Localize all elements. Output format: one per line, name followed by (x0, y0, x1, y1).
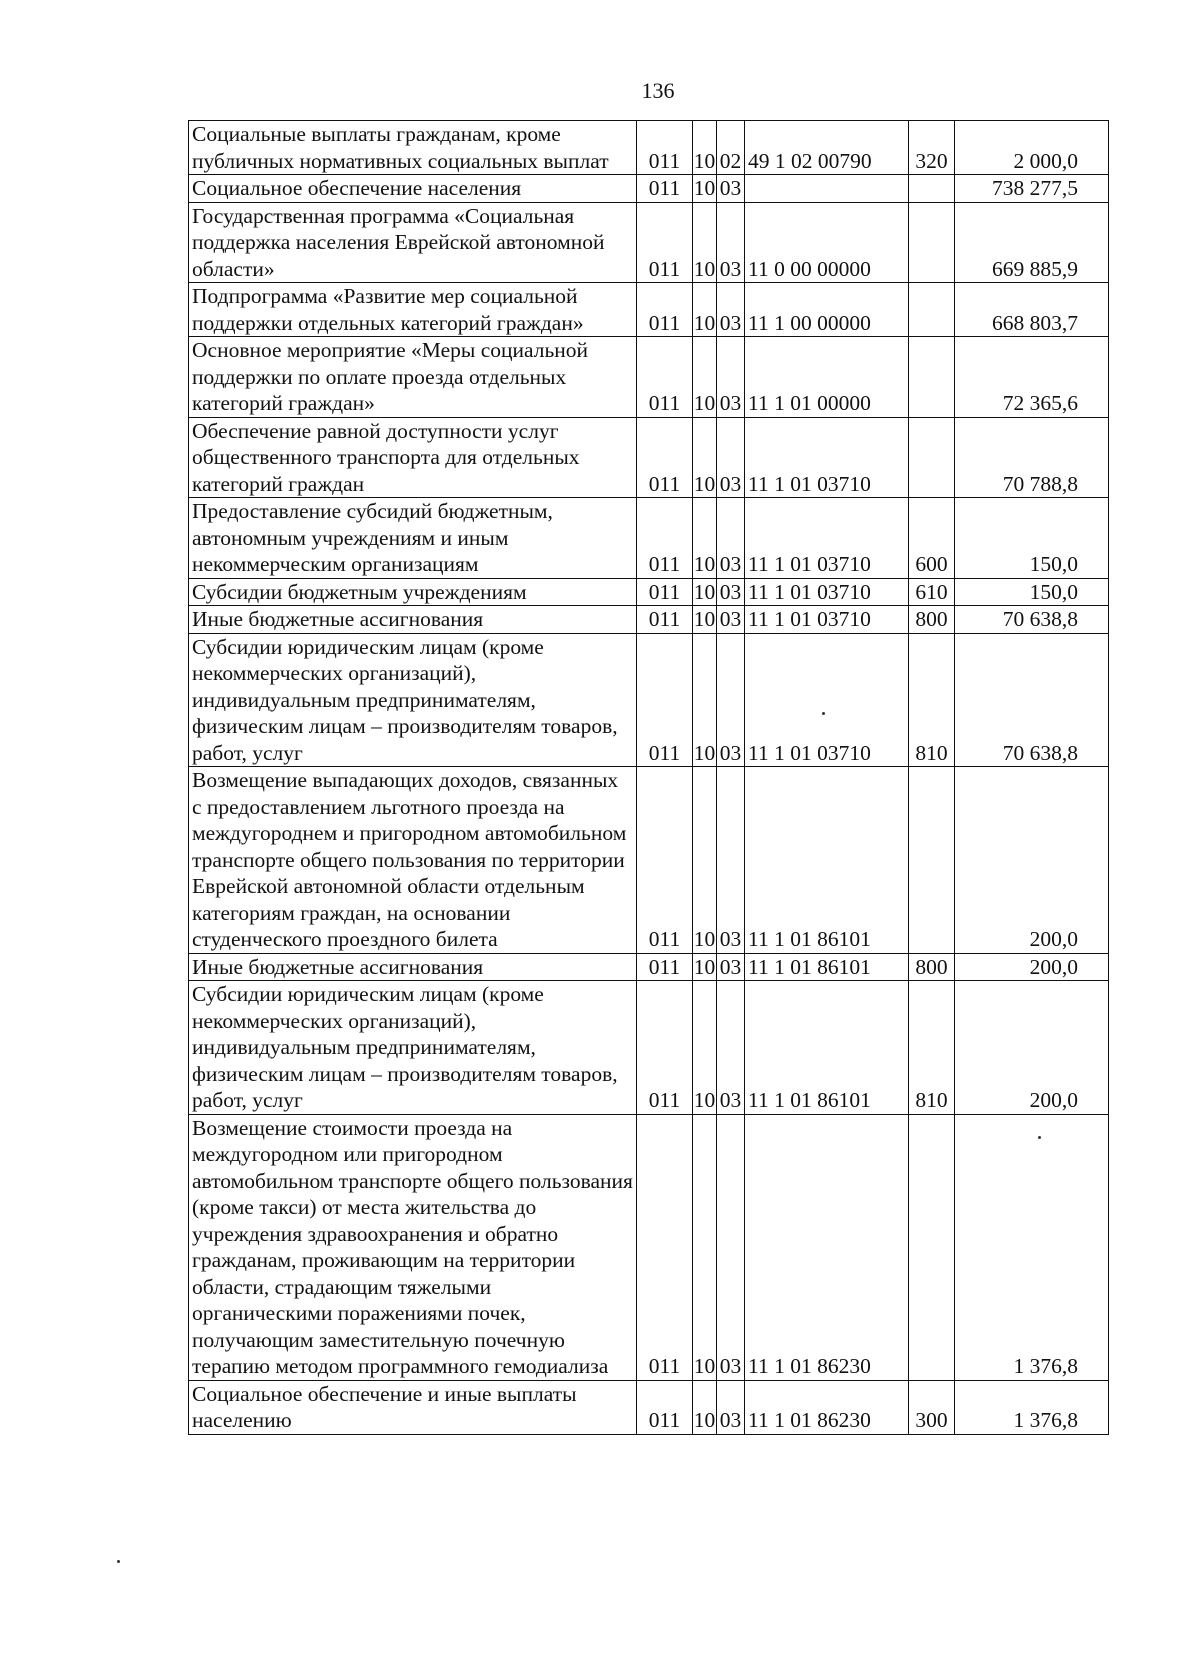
row-pr-cell: 03 (717, 953, 745, 981)
row-name-cell: Иные бюджетные ассигнования (189, 953, 637, 981)
row-csr-cell: 11 1 01 86230 (745, 1380, 909, 1434)
table-row (189, 981, 1109, 1115)
row-sum-cell: 72 365,6 (955, 337, 1109, 418)
row-sum-cell: 200,0 (955, 953, 1109, 981)
row-csr-cell: 11 1 01 86101 (745, 767, 909, 954)
row-name-cell: Субсидии бюджетным учреждениям (189, 578, 637, 606)
row-ved-cell: 011 (637, 606, 693, 634)
table-row (189, 633, 1109, 767)
row-csr-cell (745, 175, 909, 203)
row-vr-cell: 810 (909, 981, 955, 1115)
row-ved-cell: 011 (637, 578, 693, 606)
row-name-cell: Социальное обеспечение и иные выплаты населению (189, 1380, 637, 1434)
row-name-cell: Возмещение выпадающих доходов, связанных с предоставлением льготного проезда на междугороднем и пригородном автомобильном транспорте общего пользования по территории Еврейской автономной области отдельным категориям граждан, на основании студенческого проездного билета (189, 767, 637, 954)
row-pr-cell: 03 (717, 981, 745, 1115)
scan-speck (117, 1560, 120, 1563)
row-sum-cell: 70 638,8 (955, 606, 1109, 634)
row-rz-cell: 10 (693, 954, 716, 979)
row-vr-cell: 800 (909, 606, 955, 634)
row-vr-cell (909, 337, 955, 418)
row-rz-cell: 10 (693, 121, 717, 175)
table-row (189, 606, 1109, 634)
row-ved-cell: 011 (637, 1380, 693, 1434)
row-pr-cell: 03 (717, 606, 745, 634)
table-row (189, 417, 1109, 498)
row-csr-cell: 11 1 01 86101 (745, 981, 909, 1115)
table-row (189, 202, 1109, 283)
row-ved-cell: 011 (637, 953, 693, 981)
table-row (189, 121, 1109, 175)
row-vr-cell (909, 417, 955, 498)
table-row (189, 283, 1109, 337)
row-rz-cell: 10 (693, 498, 717, 579)
row-rz-cell: 10 (693, 579, 716, 604)
row-ved-cell: 011 (637, 283, 693, 337)
row-name-cell: Основное мероприятие «Меры социальной поддержки по оплате проезда отдельных категорий граждан» (189, 337, 637, 418)
row-sum-cell: 668 803,7 (955, 283, 1109, 337)
row-csr-cell: 11 1 01 03710 (745, 498, 909, 579)
row-vr-cell: 810 (909, 633, 955, 767)
row-name-cell: Возмещение стоимости проезда на междугородном или пригородном автомобильном транспорте общего пользования (кроме такси) от места жительства до учреждения здравоохранения и обратно гражданам, проживающим на территории области, страдающим тяжелыми органическими поражениями почек, получающим заместительную почечную терапию методом программного гемодиализа (189, 1114, 637, 1380)
row-sum-cell: 150,0 (955, 578, 1109, 606)
row-ved-cell: 011 (637, 633, 693, 767)
row-ved-cell: 011 (637, 417, 693, 498)
row-pr-cell: 03 (717, 578, 745, 606)
table-row (189, 767, 1109, 954)
row-pr-cell: 03 (717, 283, 745, 337)
row-pr-cell: 03 (717, 498, 745, 579)
row-name-cell: Социальное обеспечение населения (189, 175, 637, 203)
row-csr-cell: 11 1 01 86230 (745, 1114, 909, 1380)
row-rz-cell: 10 (693, 283, 717, 337)
row-csr-cell: 11 0 00 00000 (745, 202, 909, 283)
row-rz-cell: 10 (693, 633, 717, 767)
row-ved-cell: 011 (637, 981, 693, 1115)
row-sum-cell: 738 277,5 (955, 175, 1109, 203)
row-sum-cell: 200,0 (955, 981, 1109, 1115)
row-ved-cell: 011 (637, 498, 693, 579)
row-name-cell: Предоставление субсидий бюджетным, автономным учреждениям и иным некоммерческим организациям (189, 498, 637, 579)
row-ved-cell: 011 (637, 175, 693, 203)
row-sum-cell: 150,0 (955, 498, 1109, 579)
table-row (189, 578, 1109, 606)
table-row (189, 1380, 1109, 1434)
row-rz-cell: 10 (693, 176, 716, 200)
row-name-cell: Государственная программа «Социальная поддержка населения Еврейской автономной области» (189, 202, 637, 283)
table-row (189, 498, 1109, 579)
row-rz-cell: 10 (693, 767, 717, 954)
row-name-cell: Подпрограмма «Развитие мер социальной поддержки отдельных категорий граждан» (189, 283, 637, 337)
row-ved-cell: 011 (637, 121, 693, 175)
row-rz-cell: 10 (693, 1114, 717, 1380)
row-vr-cell (909, 767, 955, 954)
table-body (189, 121, 1109, 1435)
row-pr-cell: 03 (717, 337, 745, 418)
row-pr-cell: 03 (717, 1114, 745, 1380)
table-row (189, 337, 1109, 418)
row-sum-cell: 70 788,8 (955, 417, 1109, 498)
row-csr-cell: 49 1 02 00790 (745, 121, 909, 175)
row-pr-cell: 03 (717, 175, 745, 203)
row-name-cell: Иные бюджетные ассигнования (189, 606, 637, 634)
row-name-cell: Субсидии юридическим лицам (кроме некоммерческих организаций), индивидуальным предпринимателям, физическим лицам – производителям товаров, работ, услуг (189, 981, 637, 1115)
row-csr-cell: 11 1 01 03710 (745, 633, 909, 767)
row-vr-cell: 610 (909, 578, 955, 606)
row-vr-cell (909, 175, 955, 203)
row-sum-cell: 1 376,8 (955, 1380, 1109, 1434)
row-pr-cell: 02 (717, 121, 745, 175)
row-rz-cell: 10 (693, 607, 716, 631)
row-sum-cell: 1 376,8 (955, 1114, 1109, 1380)
row-pr-cell: 03 (717, 767, 745, 954)
row-csr-cell: 11 1 01 00000 (745, 337, 909, 418)
table-row (189, 953, 1109, 981)
row-rz-cell: 10 (693, 981, 717, 1115)
row-vr-cell (909, 202, 955, 283)
row-name-cell: Субсидии юридическим лицам (кроме некоммерческих организаций), индивидуальным предпринимателям, физическим лицам – производителям товаров, работ, услуг (189, 633, 637, 767)
row-pr-cell: 03 (717, 417, 745, 498)
row-csr-cell: 11 1 01 03710 (745, 578, 909, 606)
row-vr-cell (909, 1114, 955, 1380)
row-rz-cell: 10 (693, 337, 717, 418)
row-rz-cell: 10 (693, 202, 717, 283)
row-name-cell: Обеспечение равной доступности услуг общественного транспорта для отдельных категорий граждан (189, 417, 637, 498)
row-vr-cell: 320 (909, 121, 955, 175)
row-vr-cell: 600 (909, 498, 955, 579)
row-csr-cell: 11 1 01 03710 (745, 417, 909, 498)
row-sum-cell: 2 000,0 (955, 121, 1109, 175)
table-row (189, 1114, 1109, 1380)
scan-speck (822, 712, 825, 715)
row-pr-cell: 03 (717, 633, 745, 767)
scan-speck (1038, 1136, 1041, 1139)
table-row (189, 175, 1109, 203)
row-ved-cell: 011 (637, 1114, 693, 1380)
row-sum-cell: 669 885,9 (955, 202, 1109, 283)
row-csr-cell: 11 1 01 86101 (745, 953, 909, 981)
budget-table (188, 120, 1109, 1435)
row-sum-cell: 70 638,8 (955, 633, 1109, 767)
row-pr-cell: 03 (717, 1380, 745, 1434)
row-csr-cell: 11 1 01 03710 (745, 606, 909, 634)
row-vr-cell: 800 (909, 953, 955, 981)
row-name-cell: Социальные выплаты гражданам, кроме публичных нормативных социальных выплат (189, 121, 637, 175)
row-vr-cell (909, 283, 955, 337)
row-csr-cell: 11 1 00 00000 (745, 283, 909, 337)
row-rz-cell: 10 (693, 417, 717, 498)
row-sum-cell: 200,0 (955, 767, 1109, 954)
row-vr-cell: 300 (909, 1380, 955, 1434)
row-ved-cell: 011 (637, 202, 693, 283)
row-rz-cell: 10 (693, 1380, 717, 1434)
row-pr-cell: 03 (717, 202, 745, 283)
page-number: 136 (641, 78, 675, 103)
row-ved-cell: 011 (637, 767, 693, 954)
row-ved-cell: 011 (637, 337, 693, 418)
